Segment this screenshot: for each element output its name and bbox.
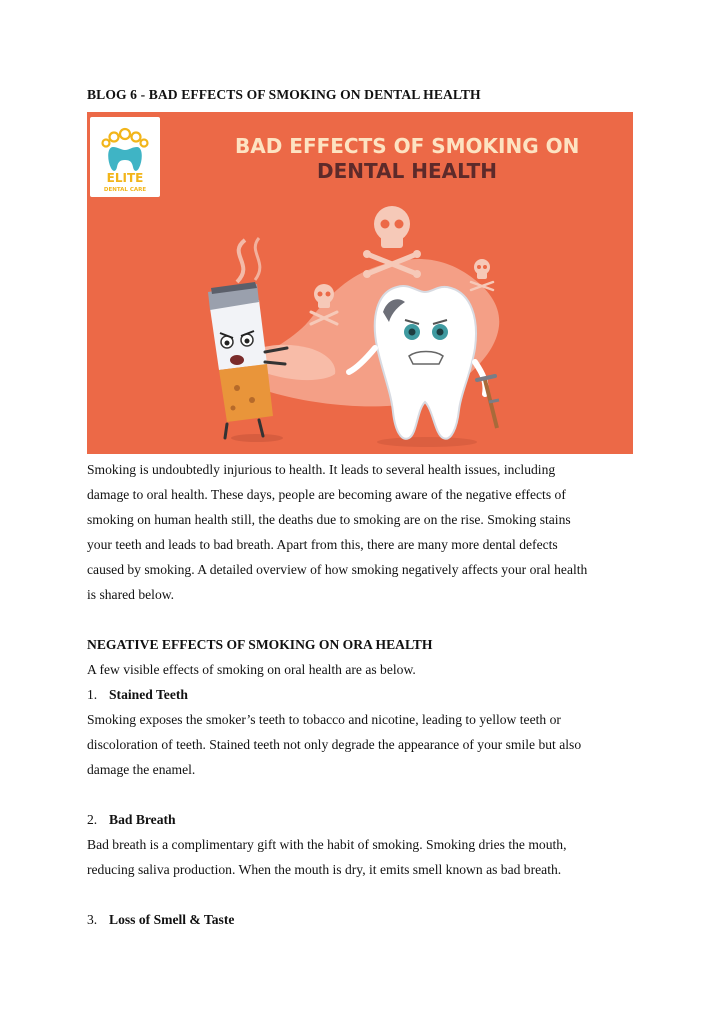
list-number: 2. xyxy=(87,812,98,827)
list-item-text: reducing saliva production. When the mouth is dry, it emits smell known as bad breath. xyxy=(87,862,562,877)
list-item-text: discoloration of teeth. Stained teeth not only degrade the appearance of your smile but also xyxy=(87,737,582,752)
list-item-heading xyxy=(87,912,234,928)
elite-dental-logo xyxy=(90,117,160,197)
intro-line: damage to oral health. These days, people are becoming aware of the negative effects of xyxy=(87,487,566,502)
list-item-title: Stained Teeth xyxy=(109,687,188,702)
intro-line: your teeth and leads to bad breath. Apart from this, there are many more dental defects xyxy=(87,537,558,552)
list-item-text: damage the enamel. xyxy=(87,762,196,777)
intro-line: smoking on human health still, the deaths due to smoking are on the rise. Smoking stains xyxy=(87,512,571,527)
intro-line: Smoking is undoubtedly injurious to health. It leads to several health issues, including xyxy=(87,462,556,477)
intro-line: caused by smoking. A detailed overview of how smoking negatively affects your oral health xyxy=(87,562,588,577)
blog-title: BLOG 6 - BAD EFFECTS OF SMOKING ON DENTAL HEALTH xyxy=(87,87,481,102)
banner-heading-line2: DENTAL HEALTH xyxy=(317,159,497,183)
list-item-text: Bad breath is a complimentary gift with the habit of smoking. Smoking dries the mouth, xyxy=(87,837,567,852)
intro-line: is shared below. xyxy=(87,587,175,602)
logo-line1: ELITE xyxy=(106,171,144,185)
section-heading: NEGATIVE EFFECTS OF SMOKING ON ORA HEALTH xyxy=(87,637,433,652)
list-number: 3. xyxy=(87,912,98,927)
list-number: 1. xyxy=(87,687,98,702)
list-item-title: Bad Breath xyxy=(109,812,176,827)
banner-illustration xyxy=(87,112,633,454)
list-item-title: Loss of Smell & Taste xyxy=(109,912,235,927)
banner-heading-line1: BAD EFFECTS OF SMOKING ON xyxy=(235,134,580,158)
list-item-text: Smoking exposes the smoker’s teeth to tobacco and nicotine, leading to yellow teeth or xyxy=(87,712,561,727)
section-intro: A few visible effects of smoking on oral health are as below. xyxy=(87,662,416,677)
list-item-heading xyxy=(87,687,188,703)
list-item-heading xyxy=(87,812,176,828)
logo-line2: DENTAL CARE xyxy=(103,187,147,193)
